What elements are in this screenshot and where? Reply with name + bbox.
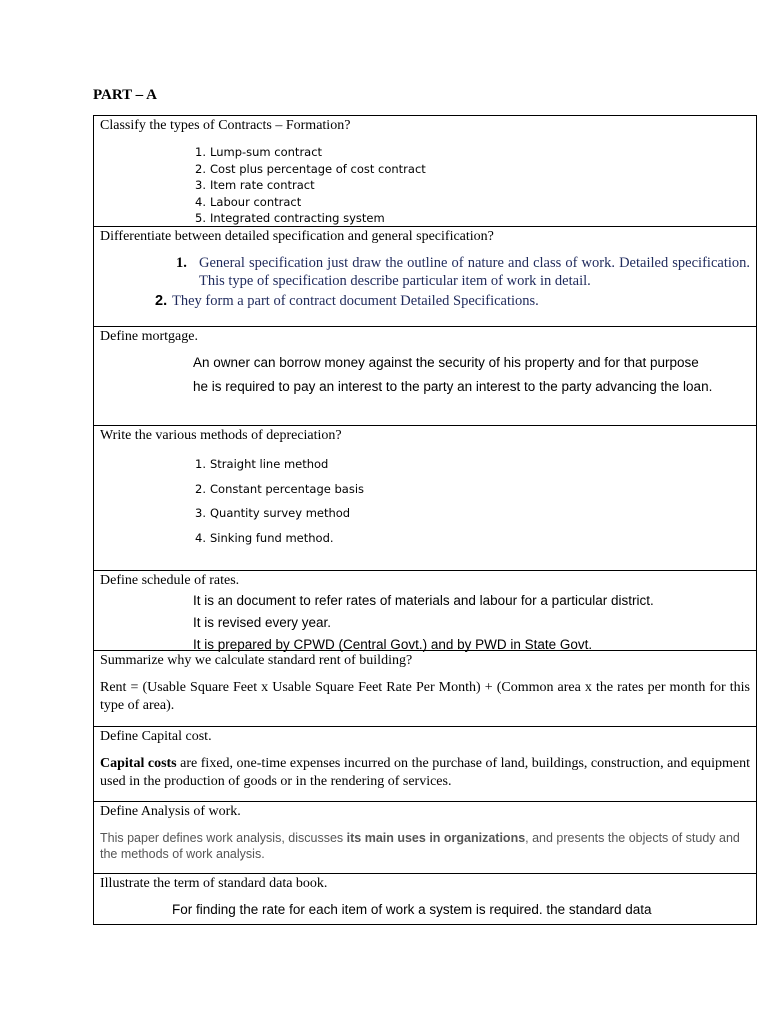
question-text: Define schedule of rates. bbox=[100, 573, 240, 588]
question-cell-specification bbox=[94, 228, 756, 327]
list-item: 1. Lump-sum contract bbox=[195, 145, 323, 159]
questions-table bbox=[93, 115, 757, 925]
question-text: Summarize why we calculate standard rent of building? bbox=[100, 653, 413, 668]
list-item: 3. Quantity survey method bbox=[195, 506, 351, 521]
list-item: 4. Labour contract bbox=[195, 194, 302, 209]
list-item: 4. Sinking fund method. bbox=[195, 531, 334, 546]
question-text: Write the various methods of depreciation? bbox=[100, 428, 342, 443]
answer-point-1: 1. General specification just draw the outline of nature and class of work. Detailed specification. This type of specification describe particular item of work in detail. bbox=[176, 255, 750, 289]
answer-line-3: It is prepared by CPWD (Central Govt.) and by PWD in State Govt. bbox=[193, 637, 593, 652]
question-text: Classify the types of Contracts – Formation? bbox=[100, 118, 351, 133]
question-cell-analysis-of-work bbox=[94, 803, 756, 874]
question-text: Define mortgage. bbox=[100, 329, 198, 344]
question-text: Illustrate the term of standard data book. bbox=[100, 876, 328, 891]
answer-text: This paper defines work analysis, discusses its main uses in organizations, and presents the objects of study and the methods of work analysis. bbox=[100, 831, 740, 861]
question-cell-capital-cost bbox=[94, 728, 756, 802]
answer-line-2: It is revised every year. bbox=[193, 615, 332, 630]
depreciation-methods-list bbox=[195, 452, 750, 551]
list-item: 2. Cost plus percentage of cost contract bbox=[195, 161, 426, 176]
question-cell-mortgage bbox=[94, 328, 756, 426]
answer-point-2: 2. They form a part of contract document Detailed Specifications. bbox=[155, 293, 539, 309]
answer-line-1: It is an document to refer rates of materials and labour for a particular district. bbox=[193, 593, 654, 608]
question-cell-schedule-of-rates bbox=[94, 572, 756, 651]
page-heading: PART – A bbox=[93, 87, 157, 103]
answer-text: Capital costs are fixed, one-time expenses incurred on the purchase of land, buildings, construction, and equipment used in the production of goods or in the rendering of services. bbox=[100, 756, 750, 789]
answer-text: An owner can borrow money against the security of his property and for that purpose he is required to pay an interest to the party an interest to the party advancing the loan. bbox=[193, 355, 713, 394]
question-cell-depreciation bbox=[94, 427, 756, 571]
answer-text: Rent = (Usable Square Feet x Usable Square Feet Rate Per Month) + (Common area x the rates per month for this type of area). bbox=[100, 680, 750, 713]
question-text: Differentiate between detailed specification and general specification? bbox=[100, 229, 494, 244]
list-item: 3. Item rate contract bbox=[195, 178, 315, 192]
question-text: Define Analysis of work. bbox=[100, 804, 241, 819]
question-cell-contract-types bbox=[94, 117, 756, 227]
answer-bold-term: Capital costs bbox=[100, 756, 177, 771]
question-text: Define Capital cost. bbox=[100, 729, 212, 744]
list-item: 5. Integrated contracting system bbox=[195, 211, 385, 225]
list-item: 2. Constant percentage basis bbox=[195, 481, 365, 496]
answer-text: For finding the rate for each item of work a system is required. the standard data bbox=[172, 902, 652, 917]
question-cell-standard-data-book bbox=[94, 875, 756, 924]
contract-types-list bbox=[195, 144, 750, 227]
answer-bold-phrase: its main uses in organizations bbox=[346, 831, 526, 845]
list-item: 1. Straight line method bbox=[195, 457, 329, 471]
question-cell-standard-rent bbox=[94, 652, 756, 727]
